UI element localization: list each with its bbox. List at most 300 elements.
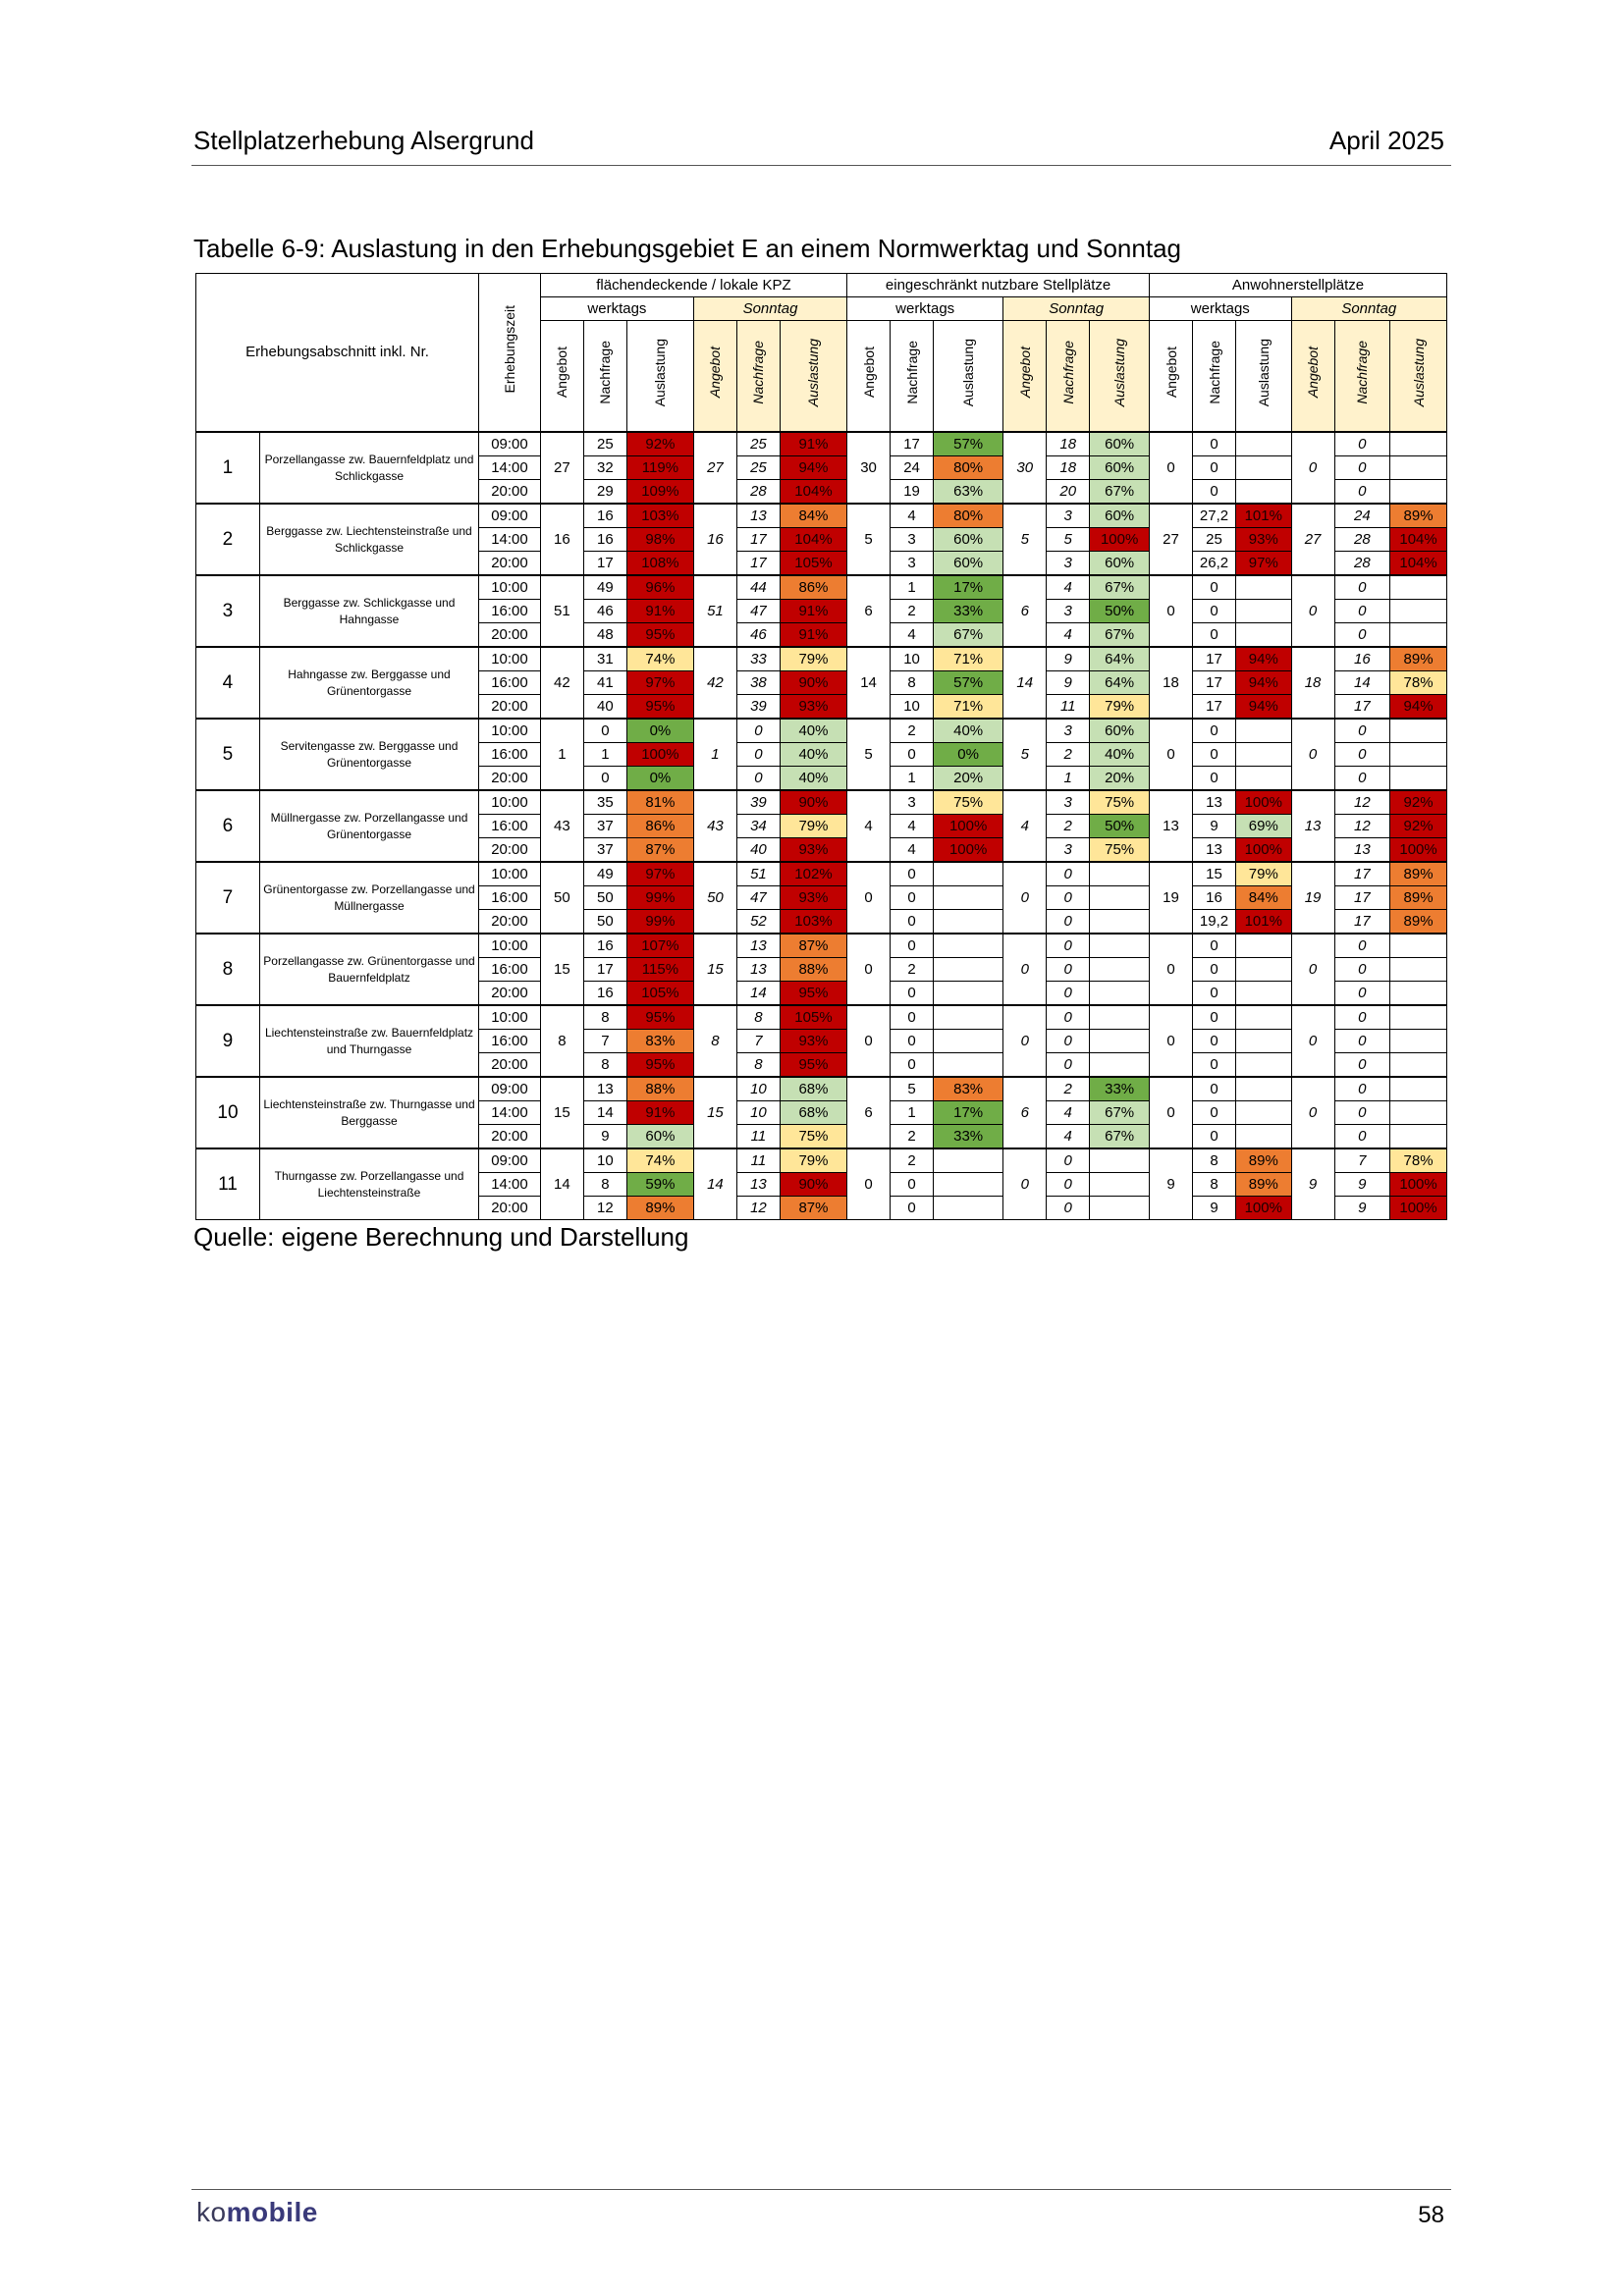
utilization-value bbox=[1090, 982, 1150, 1006]
utilization-value: 40% bbox=[780, 719, 846, 743]
utilization-value bbox=[1390, 1125, 1447, 1149]
utilization-value bbox=[1390, 432, 1447, 456]
utilization-value: 115% bbox=[626, 958, 693, 982]
demand-value: 0 bbox=[891, 862, 934, 886]
demand-value: 0 bbox=[1334, 456, 1390, 480]
demand-value: 9 bbox=[1334, 1173, 1390, 1197]
utilization-value bbox=[1236, 575, 1292, 600]
utilization-value: 0% bbox=[934, 743, 1003, 767]
utilization-value: 100% bbox=[1090, 528, 1150, 552]
utilization-value: 98% bbox=[626, 528, 693, 552]
demand-value: 16 bbox=[583, 982, 626, 1006]
demand-value: 0 bbox=[891, 1197, 934, 1220]
demand-value: 0 bbox=[736, 743, 780, 767]
utilization-value: 95% bbox=[780, 982, 846, 1006]
demand-value: 0 bbox=[891, 886, 934, 910]
demand-value: 11 bbox=[736, 1125, 780, 1149]
demand-value: 19,2 bbox=[1193, 910, 1236, 934]
utilization-value: 17% bbox=[934, 575, 1003, 600]
utilization-value bbox=[934, 958, 1003, 982]
utilization-value: 20% bbox=[934, 767, 1003, 791]
utilization-value: 100% bbox=[626, 743, 693, 767]
utilization-value: 89% bbox=[1236, 1173, 1292, 1197]
supply-value: 19 bbox=[1291, 862, 1334, 934]
subcolumn-header-auslastung: Auslastung bbox=[1090, 321, 1150, 433]
sunday-header: Sonntag bbox=[693, 297, 846, 321]
demand-value: 4 bbox=[891, 815, 934, 838]
segment-number: 4 bbox=[196, 647, 260, 719]
utilization-value: 33% bbox=[1090, 1077, 1150, 1101]
utilization-value: 84% bbox=[1236, 886, 1292, 910]
segment-number: 6 bbox=[196, 790, 260, 862]
utilization-value: 60% bbox=[626, 1125, 693, 1149]
utilization-value: 57% bbox=[934, 671, 1003, 695]
demand-value: 16 bbox=[1193, 886, 1236, 910]
utilization-value bbox=[1236, 934, 1292, 958]
utilization-value: 87% bbox=[780, 934, 846, 958]
segment-number: 8 bbox=[196, 934, 260, 1005]
supply-value: 0 bbox=[1003, 1148, 1047, 1220]
demand-value: 0 bbox=[1047, 1148, 1090, 1173]
utilization-value: 67% bbox=[1090, 1101, 1150, 1125]
utilization-value bbox=[1090, 862, 1150, 886]
table-row bbox=[196, 1077, 1447, 1101]
demand-value: 50 bbox=[583, 886, 626, 910]
table-row bbox=[196, 790, 1447, 815]
demand-value: 0 bbox=[1047, 958, 1090, 982]
demand-value: 51 bbox=[736, 862, 780, 886]
utilization-value bbox=[1390, 1077, 1447, 1101]
survey-time: 16:00 bbox=[479, 1030, 541, 1053]
demand-value: 24 bbox=[1334, 504, 1390, 528]
survey-time: 16:00 bbox=[479, 958, 541, 982]
demand-value: 0 bbox=[1193, 432, 1236, 456]
weekday-header: werktags bbox=[847, 297, 1003, 321]
supply-value: 15 bbox=[693, 1077, 736, 1148]
subcolumn-header-nachfrage: Nachfrage bbox=[583, 321, 626, 433]
utilization-value: 79% bbox=[1090, 695, 1150, 720]
utilization-value bbox=[1090, 1053, 1150, 1078]
supply-value: 8 bbox=[540, 1005, 583, 1077]
demand-value: 0 bbox=[1193, 456, 1236, 480]
table-row bbox=[196, 1005, 1447, 1030]
group-header-resident: Anwohnerstellplätze bbox=[1150, 274, 1447, 297]
utilization-value bbox=[934, 1197, 1003, 1220]
demand-value: 2 bbox=[891, 958, 934, 982]
demand-value: 0 bbox=[1047, 1197, 1090, 1220]
demand-value: 44 bbox=[736, 575, 780, 600]
utilization-value: 67% bbox=[1090, 575, 1150, 600]
demand-value: 3 bbox=[1047, 719, 1090, 743]
supply-value: 43 bbox=[693, 790, 736, 862]
demand-value: 0 bbox=[891, 982, 934, 1006]
utilization-value: 104% bbox=[780, 480, 846, 505]
time-column-header: Erhebungszeit bbox=[479, 274, 541, 433]
utilization-value: 0% bbox=[626, 767, 693, 791]
survey-time: 10:00 bbox=[479, 719, 541, 743]
utilization-value: 91% bbox=[626, 600, 693, 623]
utilization-value: 79% bbox=[780, 815, 846, 838]
table-row bbox=[196, 862, 1447, 886]
demand-value: 10 bbox=[891, 695, 934, 720]
utilization-value: 100% bbox=[1236, 790, 1292, 815]
demand-value: 1 bbox=[891, 575, 934, 600]
demand-value: 8 bbox=[891, 671, 934, 695]
demand-value: 47 bbox=[736, 886, 780, 910]
utilization-value bbox=[1390, 743, 1447, 767]
utilization-value: 100% bbox=[1390, 1197, 1447, 1220]
demand-value: 0 bbox=[736, 767, 780, 791]
utilization-value: 93% bbox=[780, 695, 846, 720]
demand-value: 0 bbox=[1193, 743, 1236, 767]
demand-value: 28 bbox=[1334, 552, 1390, 576]
demand-value: 9 bbox=[583, 1125, 626, 1149]
supply-value: 0 bbox=[1291, 934, 1334, 1005]
subcolumn-header-nachfrage: Nachfrage bbox=[1193, 321, 1236, 433]
demand-value: 0 bbox=[1047, 1005, 1090, 1030]
demand-value: 10 bbox=[736, 1101, 780, 1125]
utilization-value: 107% bbox=[626, 934, 693, 958]
survey-time: 16:00 bbox=[479, 600, 541, 623]
utilization-value: 101% bbox=[1236, 504, 1292, 528]
demand-value: 14 bbox=[583, 1101, 626, 1125]
supply-value: 0 bbox=[1150, 432, 1193, 504]
demand-value: 0 bbox=[1047, 910, 1090, 934]
utilization-value bbox=[1090, 1197, 1150, 1220]
utilization-value: 50% bbox=[1090, 600, 1150, 623]
demand-value: 15 bbox=[1193, 862, 1236, 886]
survey-time: 20:00 bbox=[479, 623, 541, 648]
subcolumn-header-auslastung: Auslastung bbox=[780, 321, 846, 433]
segment-number: 9 bbox=[196, 1005, 260, 1077]
header-rule bbox=[191, 165, 1451, 166]
demand-value: 0 bbox=[1047, 1030, 1090, 1053]
utilization-value: 94% bbox=[1236, 671, 1292, 695]
demand-value: 2 bbox=[891, 1125, 934, 1149]
demand-value: 38 bbox=[736, 671, 780, 695]
segment-number: 1 bbox=[196, 432, 260, 504]
demand-value: 16 bbox=[1334, 647, 1390, 671]
survey-time: 09:00 bbox=[479, 432, 541, 456]
subcolumn-header-auslastung: Auslastung bbox=[1236, 321, 1292, 433]
utilization-value bbox=[1390, 934, 1447, 958]
utilization-value bbox=[1390, 575, 1447, 600]
supply-value: 0 bbox=[1003, 1005, 1047, 1077]
utilization-value: 40% bbox=[1090, 743, 1150, 767]
utilization-value: 95% bbox=[626, 695, 693, 720]
demand-value: 9 bbox=[1193, 815, 1236, 838]
utilization-value: 89% bbox=[1390, 886, 1447, 910]
supply-value: 9 bbox=[1150, 1148, 1193, 1220]
supply-value: 15 bbox=[693, 934, 736, 1005]
survey-time: 10:00 bbox=[479, 575, 541, 600]
survey-time: 16:00 bbox=[479, 671, 541, 695]
demand-value: 0 bbox=[1334, 623, 1390, 648]
supply-value: 13 bbox=[1150, 790, 1193, 862]
segment-number: 10 bbox=[196, 1077, 260, 1148]
demand-value: 13 bbox=[736, 1173, 780, 1197]
demand-value: 0 bbox=[1193, 719, 1236, 743]
demand-value: 18 bbox=[1047, 432, 1090, 456]
survey-time: 14:00 bbox=[479, 1101, 541, 1125]
utilization-value: 102% bbox=[780, 862, 846, 886]
demand-value: 10 bbox=[891, 647, 934, 671]
utilization-value: 87% bbox=[626, 838, 693, 863]
supply-value: 0 bbox=[1150, 719, 1193, 790]
utilization-value: 67% bbox=[934, 623, 1003, 648]
supply-value: 13 bbox=[1291, 790, 1334, 862]
utilization-value: 69% bbox=[1236, 815, 1292, 838]
utilization-value: 91% bbox=[780, 432, 846, 456]
segment-number: 7 bbox=[196, 862, 260, 934]
table-row bbox=[196, 504, 1447, 528]
demand-value: 8 bbox=[736, 1005, 780, 1030]
utilization-value: 100% bbox=[934, 815, 1003, 838]
demand-value: 12 bbox=[1334, 790, 1390, 815]
utilization-value bbox=[934, 1148, 1003, 1173]
supply-value: 9 bbox=[1291, 1148, 1334, 1220]
demand-value: 9 bbox=[1334, 1197, 1390, 1220]
utilization-value bbox=[1390, 1053, 1447, 1078]
utilization-value: 64% bbox=[1090, 671, 1150, 695]
segment-name: Müllnergasse zw. Porzellangasse und Grünentorgasse bbox=[259, 790, 478, 862]
demand-value: 9 bbox=[1193, 1197, 1236, 1220]
demand-value: 14 bbox=[1334, 671, 1390, 695]
utilization-value: 0% bbox=[626, 719, 693, 743]
table-source: Quelle: eigene Berechnung und Darstellung bbox=[193, 1222, 689, 1252]
survey-time: 09:00 bbox=[479, 1148, 541, 1173]
demand-value: 17 bbox=[583, 958, 626, 982]
demand-value: 17 bbox=[1334, 695, 1390, 720]
utilization-value: 20% bbox=[1090, 767, 1150, 791]
supply-value: 6 bbox=[847, 1077, 891, 1148]
demand-value: 0 bbox=[1334, 743, 1390, 767]
demand-value: 28 bbox=[1334, 528, 1390, 552]
demand-value: 3 bbox=[1047, 552, 1090, 576]
supply-value: 5 bbox=[847, 719, 891, 790]
demand-value: 3 bbox=[891, 790, 934, 815]
demand-value: 25 bbox=[736, 456, 780, 480]
utilization-value bbox=[1390, 767, 1447, 791]
supply-value: 0 bbox=[1003, 862, 1047, 934]
survey-time: 20:00 bbox=[479, 1197, 541, 1220]
document-title: Stellplatzerhebung Alsergrund bbox=[193, 126, 534, 155]
supply-value: 0 bbox=[1291, 432, 1334, 504]
supply-value: 4 bbox=[847, 790, 891, 862]
utilization-value bbox=[1390, 1030, 1447, 1053]
demand-value: 0 bbox=[891, 743, 934, 767]
demand-value: 52 bbox=[736, 910, 780, 934]
utilization-value: 91% bbox=[780, 623, 846, 648]
utilization-value: 89% bbox=[1390, 862, 1447, 886]
utilization-value: 60% bbox=[1090, 504, 1150, 528]
footer-rule bbox=[191, 2189, 1451, 2190]
group-header-kpz: flächendeckende / lokale KPZ bbox=[540, 274, 846, 297]
utilization-value bbox=[1390, 1101, 1447, 1125]
utilization-value: 79% bbox=[1236, 862, 1292, 886]
subcolumn-header-auslastung: Auslastung bbox=[1390, 321, 1447, 433]
demand-value: 0 bbox=[1047, 1173, 1090, 1197]
subcolumn-header-angebot: Angebot bbox=[540, 321, 583, 433]
utilization-value: 60% bbox=[934, 552, 1003, 576]
utilization-value: 103% bbox=[626, 504, 693, 528]
survey-time: 20:00 bbox=[479, 910, 541, 934]
table-row bbox=[196, 934, 1447, 958]
segment-name: Berggasse zw. Liechtensteinstraße und Schlickgasse bbox=[259, 504, 478, 575]
utilization-value: 71% bbox=[934, 695, 1003, 720]
utilization-value: 103% bbox=[780, 910, 846, 934]
demand-value: 26,2 bbox=[1193, 552, 1236, 576]
demand-value: 0 bbox=[583, 767, 626, 791]
supply-value: 0 bbox=[847, 934, 891, 1005]
demand-value: 0 bbox=[1047, 886, 1090, 910]
supply-value: 50 bbox=[540, 862, 583, 934]
demand-value: 1 bbox=[891, 767, 934, 791]
demand-value: 1 bbox=[891, 1101, 934, 1125]
utilization-value: 97% bbox=[626, 671, 693, 695]
demand-value: 0 bbox=[1334, 1077, 1390, 1101]
group-header-restricted: eingeschränkt nutzbare Stellplätze bbox=[847, 274, 1150, 297]
table-row bbox=[196, 575, 1447, 600]
supply-value: 0 bbox=[1291, 575, 1334, 647]
supply-value: 14 bbox=[540, 1148, 583, 1220]
utilization-value: 100% bbox=[934, 838, 1003, 863]
subcolumn-header-auslastung: Auslastung bbox=[934, 321, 1003, 433]
utilization-value: 74% bbox=[626, 647, 693, 671]
supply-value: 15 bbox=[540, 1077, 583, 1148]
supply-value: 14 bbox=[847, 647, 891, 719]
supply-value: 0 bbox=[1150, 575, 1193, 647]
utilization-value: 75% bbox=[780, 1125, 846, 1149]
utilization-value bbox=[1236, 958, 1292, 982]
demand-value: 3 bbox=[1047, 504, 1090, 528]
segment-name: Thurngasse zw. Porzellangasse und Liechtensteinstraße bbox=[259, 1148, 478, 1220]
demand-value: 12 bbox=[1334, 815, 1390, 838]
demand-value: 0 bbox=[1193, 1005, 1236, 1030]
segment-name: Porzellangasse zw. Grünentorgasse und Bauernfeldplatz bbox=[259, 934, 478, 1005]
utilization-value: 97% bbox=[1236, 552, 1292, 576]
demand-value: 0 bbox=[1193, 480, 1236, 505]
survey-time: 10:00 bbox=[479, 934, 541, 958]
demand-value: 13 bbox=[1193, 790, 1236, 815]
utilization-value: 89% bbox=[1390, 504, 1447, 528]
demand-value: 0 bbox=[1193, 958, 1236, 982]
supply-value: 0 bbox=[847, 862, 891, 934]
utilization-value: 119% bbox=[626, 456, 693, 480]
demand-value: 3 bbox=[891, 528, 934, 552]
utilization-value: 40% bbox=[780, 767, 846, 791]
utilization-value: 105% bbox=[780, 1005, 846, 1030]
utilization-value bbox=[1390, 600, 1447, 623]
utilization-value bbox=[1390, 719, 1447, 743]
utilization-value bbox=[1090, 1173, 1150, 1197]
page-number: 58 bbox=[1418, 2202, 1444, 2228]
demand-value: 25 bbox=[736, 432, 780, 456]
supply-value: 43 bbox=[540, 790, 583, 862]
survey-time: 20:00 bbox=[479, 480, 541, 505]
demand-value: 0 bbox=[1334, 1053, 1390, 1078]
utilization-value: 95% bbox=[626, 1005, 693, 1030]
survey-time: 20:00 bbox=[479, 1053, 541, 1078]
demand-value: 0 bbox=[1334, 767, 1390, 791]
supply-value: 14 bbox=[1003, 647, 1047, 719]
demand-value: 25 bbox=[1193, 528, 1236, 552]
demand-value: 0 bbox=[891, 910, 934, 934]
table-row bbox=[196, 432, 1447, 456]
utilization-value bbox=[934, 1030, 1003, 1053]
demand-value: 3 bbox=[1047, 790, 1090, 815]
demand-value: 12 bbox=[583, 1197, 626, 1220]
demand-value: 0 bbox=[1193, 1125, 1236, 1149]
utilization-value: 40% bbox=[934, 719, 1003, 743]
utilization-value: 93% bbox=[780, 838, 846, 863]
supply-value: 16 bbox=[693, 504, 736, 575]
utilization-value: 105% bbox=[626, 982, 693, 1006]
utilization-value: 97% bbox=[626, 862, 693, 886]
utilization-value bbox=[934, 1173, 1003, 1197]
utilization-value: 83% bbox=[934, 1077, 1003, 1101]
utilization-value: 33% bbox=[934, 600, 1003, 623]
subcolumn-header-nachfrage: Nachfrage bbox=[1047, 321, 1090, 433]
subcolumn-header-angebot: Angebot bbox=[1003, 321, 1047, 433]
demand-value: 1 bbox=[583, 743, 626, 767]
subcolumn-header-nachfrage: Nachfrage bbox=[891, 321, 934, 433]
demand-value: 13 bbox=[736, 934, 780, 958]
utilization-value: 63% bbox=[934, 480, 1003, 505]
subcolumn-header-angebot: Angebot bbox=[1291, 321, 1334, 433]
subcolumn-header-nachfrage: Nachfrage bbox=[1334, 321, 1390, 433]
supply-value: 8 bbox=[693, 1005, 736, 1077]
demand-value: 0 bbox=[1193, 1101, 1236, 1125]
demand-value: 13 bbox=[1334, 838, 1390, 863]
supply-value: 42 bbox=[693, 647, 736, 719]
utilization-value: 17% bbox=[934, 1101, 1003, 1125]
demand-value: 0 bbox=[891, 934, 934, 958]
demand-value: 4 bbox=[891, 838, 934, 863]
utilization-value: 94% bbox=[1390, 695, 1447, 720]
utilization-value: 92% bbox=[1390, 815, 1447, 838]
supply-value: 50 bbox=[693, 862, 736, 934]
demand-value: 0 bbox=[1334, 432, 1390, 456]
supply-value: 51 bbox=[540, 575, 583, 647]
demand-value: 2 bbox=[891, 1148, 934, 1173]
demand-value: 0 bbox=[1047, 862, 1090, 886]
utilization-value: 96% bbox=[626, 575, 693, 600]
demand-value: 49 bbox=[583, 862, 626, 886]
utilization-value bbox=[1090, 1148, 1150, 1173]
survey-time: 10:00 bbox=[479, 647, 541, 671]
utilization-value: 67% bbox=[1090, 1125, 1150, 1149]
demand-value: 17 bbox=[891, 432, 934, 456]
segment-number: 11 bbox=[196, 1148, 260, 1220]
utilization-value bbox=[1236, 1053, 1292, 1078]
utilization-value bbox=[1236, 1077, 1292, 1101]
weekday-header: werktags bbox=[540, 297, 693, 321]
supply-value: 0 bbox=[1291, 1077, 1334, 1148]
utilization-value bbox=[1236, 1101, 1292, 1125]
demand-value: 17 bbox=[736, 528, 780, 552]
demand-value: 39 bbox=[736, 695, 780, 720]
segment-name: Hahngasse zw. Berggasse und Grünentorgasse bbox=[259, 647, 478, 719]
utilization-value: 67% bbox=[1090, 480, 1150, 505]
demand-value: 4 bbox=[891, 504, 934, 528]
demand-value: 13 bbox=[1193, 838, 1236, 863]
supply-value: 27 bbox=[1291, 504, 1334, 575]
demand-value: 40 bbox=[736, 838, 780, 863]
utilization-table bbox=[195, 273, 1447, 1220]
supply-value: 6 bbox=[847, 575, 891, 647]
demand-value: 0 bbox=[891, 1173, 934, 1197]
